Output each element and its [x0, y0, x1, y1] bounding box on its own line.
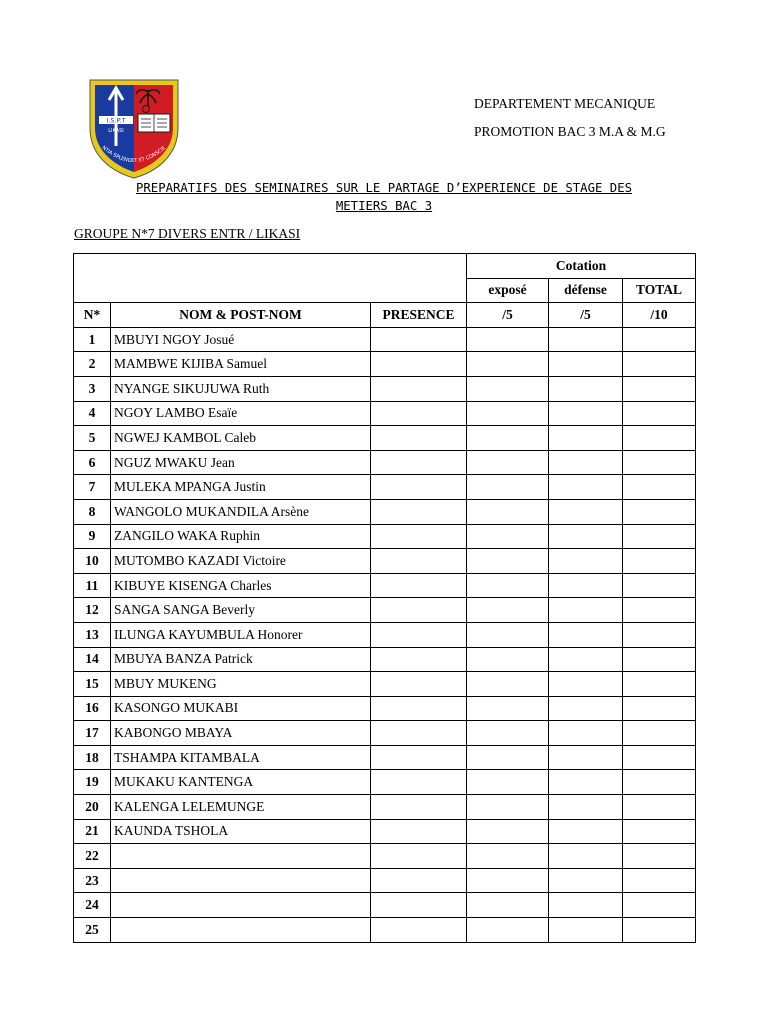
total-header: TOTAL — [623, 278, 696, 303]
expose-score-cell — [467, 770, 549, 795]
table-row — [74, 376, 696, 401]
total-score-cell — [623, 844, 696, 869]
presence-cell — [371, 918, 467, 943]
defense-score-cell — [549, 795, 623, 820]
defense-score-cell — [549, 745, 623, 770]
expose-score-cell — [467, 499, 549, 524]
table-row — [74, 450, 696, 475]
row-number: 7 — [74, 475, 111, 500]
ispt-logo — [86, 76, 182, 180]
row-number: 8 — [74, 499, 111, 524]
table-row — [74, 868, 696, 893]
defense-score-cell — [549, 770, 623, 795]
presence-cell — [371, 352, 467, 377]
promotion-label: PROMOTION BAC 3 M.A & M.G — [474, 124, 666, 139]
student-name: MUTOMBO KAZADI Victoire — [111, 549, 371, 574]
presence-cell — [371, 573, 467, 598]
defense-score-cell — [549, 549, 623, 574]
table-row — [74, 573, 696, 598]
expose-score-cell — [467, 327, 549, 352]
row-number: 2 — [74, 352, 111, 377]
expose-score-cell — [467, 696, 549, 721]
total-score-cell — [623, 475, 696, 500]
row-number: 25 — [74, 918, 111, 943]
presence-cell — [371, 401, 467, 426]
table-row — [74, 819, 696, 844]
document-title — [80, 179, 688, 215]
total-max-score: /10 — [623, 303, 696, 328]
total-score-cell — [623, 696, 696, 721]
row-number: 16 — [74, 696, 111, 721]
expose-score-cell — [467, 426, 549, 451]
presence-cell — [371, 622, 467, 647]
row-number: 3 — [74, 376, 111, 401]
student-name: KASONGO MUKABI — [111, 696, 371, 721]
table-row — [74, 426, 696, 451]
title-line-2: METIERS BAC 3 — [335, 199, 433, 213]
table-row — [74, 401, 696, 426]
row-number: 4 — [74, 401, 111, 426]
expose-max-score: /5 — [467, 303, 549, 328]
defense-score-cell — [549, 622, 623, 647]
presence-cell — [371, 450, 467, 475]
expose-score-cell — [467, 868, 549, 893]
defense-score-cell — [549, 524, 623, 549]
row-number: 10 — [74, 549, 111, 574]
total-score-cell — [623, 918, 696, 943]
defense-score-cell — [549, 696, 623, 721]
cotation-header: Cotation — [467, 254, 696, 279]
total-score-cell — [623, 598, 696, 623]
presence-cell — [371, 426, 467, 451]
student-name: NGWEJ KAMBOL Caleb — [111, 426, 371, 451]
defense-score-cell — [549, 672, 623, 697]
student-name: KAUNDA TSHOLA — [111, 819, 371, 844]
student-name: NGUZ MWAKU Jean — [111, 450, 371, 475]
total-score-cell — [623, 647, 696, 672]
table-row — [74, 696, 696, 721]
student-name: MBUY MUKENG — [111, 672, 371, 697]
student-name: NYANGE SIKUJUWA Ruth — [111, 376, 371, 401]
defense-score-cell — [549, 868, 623, 893]
defense-score-cell — [549, 819, 623, 844]
total-score-cell — [623, 524, 696, 549]
table-row — [74, 893, 696, 918]
row-number: 23 — [74, 868, 111, 893]
header-blank-cell — [74, 254, 467, 303]
attendance-grade-table — [73, 253, 696, 943]
total-score-cell — [623, 795, 696, 820]
defense-score-cell — [549, 475, 623, 500]
expose-score-cell — [467, 622, 549, 647]
presence-cell — [371, 721, 467, 746]
table-row — [74, 647, 696, 672]
student-name: KABONGO MBAYA — [111, 721, 371, 746]
student-name: SANGA SANGA Beverly — [111, 598, 371, 623]
total-score-cell — [623, 893, 696, 918]
student-name: ZANGILO WAKA Ruphin — [111, 524, 371, 549]
expose-score-cell — [467, 844, 549, 869]
presence-cell — [371, 795, 467, 820]
total-score-cell — [623, 622, 696, 647]
student-name — [111, 893, 371, 918]
defense-score-cell — [549, 450, 623, 475]
defense-score-cell — [549, 499, 623, 524]
row-number: 1 — [74, 327, 111, 352]
table-row — [74, 499, 696, 524]
table-row — [74, 770, 696, 795]
table-row — [74, 352, 696, 377]
expose-score-cell — [467, 352, 549, 377]
row-number: 6 — [74, 450, 111, 475]
row-number: 17 — [74, 721, 111, 746]
presence-cell — [371, 549, 467, 574]
student-name — [111, 868, 371, 893]
table-row — [74, 672, 696, 697]
svg-text:SCIENTIA SPLENDET ET CONSCIENT: NTIA SPLENDET ET CONSCIE — [100, 144, 168, 165]
presence-cell — [371, 696, 467, 721]
presence-cell — [371, 499, 467, 524]
presence-cell — [371, 770, 467, 795]
row-number: 21 — [74, 819, 111, 844]
table-row — [74, 918, 696, 943]
defense-score-cell — [549, 721, 623, 746]
header-row-cotation — [74, 254, 696, 279]
defense-score-cell — [549, 893, 623, 918]
student-name: WANGOLO MUKANDILA Arsène — [111, 499, 371, 524]
student-name: MBUYA BANZA Patrick — [111, 647, 371, 672]
table-row — [74, 327, 696, 352]
total-score-cell — [623, 499, 696, 524]
expose-score-cell — [467, 376, 549, 401]
expose-score-cell — [467, 795, 549, 820]
presence-cell — [371, 672, 467, 697]
expose-score-cell — [467, 745, 549, 770]
presence-cell — [371, 819, 467, 844]
row-number: 20 — [74, 795, 111, 820]
total-score-cell — [623, 327, 696, 352]
defense-score-cell — [549, 426, 623, 451]
number-column-header: N* — [74, 303, 111, 328]
student-name — [111, 844, 371, 869]
row-number: 13 — [74, 622, 111, 647]
table-row — [74, 721, 696, 746]
total-score-cell — [623, 549, 696, 574]
student-name: MAMBWE KIJIBA Samuel — [111, 352, 371, 377]
expose-score-cell — [467, 524, 549, 549]
defense-score-cell — [549, 844, 623, 869]
student-name: TSHAMPA KITAMBALA — [111, 745, 371, 770]
expose-score-cell — [467, 475, 549, 500]
row-number: 15 — [74, 672, 111, 697]
student-name: ILUNGA KAYUMBULA Honorer — [111, 622, 371, 647]
defense-score-cell — [549, 401, 623, 426]
total-score-cell — [623, 868, 696, 893]
defense-score-cell — [549, 376, 623, 401]
defense-score-cell — [549, 647, 623, 672]
presence-cell — [371, 893, 467, 918]
student-name: KALENGA LELEMUNGE — [111, 795, 371, 820]
row-number: 18 — [74, 745, 111, 770]
total-score-cell — [623, 672, 696, 697]
total-score-cell — [623, 770, 696, 795]
table-row — [74, 844, 696, 869]
expose-score-cell — [467, 647, 549, 672]
table-row — [74, 598, 696, 623]
defense-header: défense — [549, 278, 623, 303]
expose-score-cell — [467, 598, 549, 623]
total-score-cell — [623, 450, 696, 475]
defense-score-cell — [549, 918, 623, 943]
table-row — [74, 795, 696, 820]
presence-cell — [371, 598, 467, 623]
student-name: KIBUYE KISENGA Charles — [111, 573, 371, 598]
defense-score-cell — [549, 573, 623, 598]
expose-score-cell — [467, 893, 549, 918]
table-body — [74, 254, 696, 943]
total-score-cell — [623, 721, 696, 746]
presence-cell — [371, 647, 467, 672]
svg-text:I.S.P.T: I.S.P.T — [106, 116, 126, 125]
expose-score-cell — [467, 450, 549, 475]
expose-score-cell — [467, 819, 549, 844]
defense-score-cell — [549, 327, 623, 352]
presence-cell — [371, 868, 467, 893]
table-row — [74, 745, 696, 770]
total-score-cell — [623, 573, 696, 598]
title-line-1: PREPARATIFS DES SEMINAIRES SUR LE PARTAGE D’EXPERIENCE DE STAGE DES — [135, 181, 633, 195]
row-number: 9 — [74, 524, 111, 549]
row-number: 14 — [74, 647, 111, 672]
expose-score-cell — [467, 672, 549, 697]
student-name: MULEKA MPANGA Justin — [111, 475, 371, 500]
total-score-cell — [623, 401, 696, 426]
expose-header: exposé — [467, 278, 549, 303]
presence-cell — [371, 844, 467, 869]
total-score-cell — [623, 426, 696, 451]
table-row — [74, 622, 696, 647]
student-name: NGOY LAMBO Esaïe — [111, 401, 371, 426]
defense-score-cell — [549, 598, 623, 623]
defense-score-cell — [549, 352, 623, 377]
presence-cell — [371, 475, 467, 500]
svg-text:LIKASI: LIKASI — [108, 128, 124, 134]
student-name: MBUYI NGOY Josué — [111, 327, 371, 352]
table-row — [74, 524, 696, 549]
expose-score-cell — [467, 549, 549, 574]
total-score-cell — [623, 376, 696, 401]
total-score-cell — [623, 745, 696, 770]
presence-cell — [371, 327, 467, 352]
row-number: 11 — [74, 573, 111, 598]
table-row — [74, 549, 696, 574]
row-number: 22 — [74, 844, 111, 869]
row-number: 19 — [74, 770, 111, 795]
presence-cell — [371, 745, 467, 770]
presence-cell — [371, 376, 467, 401]
table-row — [74, 475, 696, 500]
defense-max-score: /5 — [549, 303, 623, 328]
header-row-columns — [74, 303, 696, 328]
presence-cell — [371, 524, 467, 549]
student-name: MUKAKU KANTENGA — [111, 770, 371, 795]
total-score-cell — [623, 819, 696, 844]
total-score-cell — [623, 352, 696, 377]
expose-score-cell — [467, 401, 549, 426]
expose-score-cell — [467, 573, 549, 598]
department-label: DEPARTEMENT MECANIQUE — [474, 96, 656, 111]
student-name — [111, 918, 371, 943]
expose-score-cell — [467, 721, 549, 746]
row-number: 5 — [74, 426, 111, 451]
group-label: GROUPE N*7 DIVERS ENTR / LIKASI — [74, 226, 301, 241]
row-number: 12 — [74, 598, 111, 623]
row-number: 24 — [74, 893, 111, 918]
expose-score-cell — [467, 918, 549, 943]
name-column-header: NOM & POST-NOM — [111, 303, 371, 328]
presence-column-header: PRESENCE — [371, 303, 467, 328]
